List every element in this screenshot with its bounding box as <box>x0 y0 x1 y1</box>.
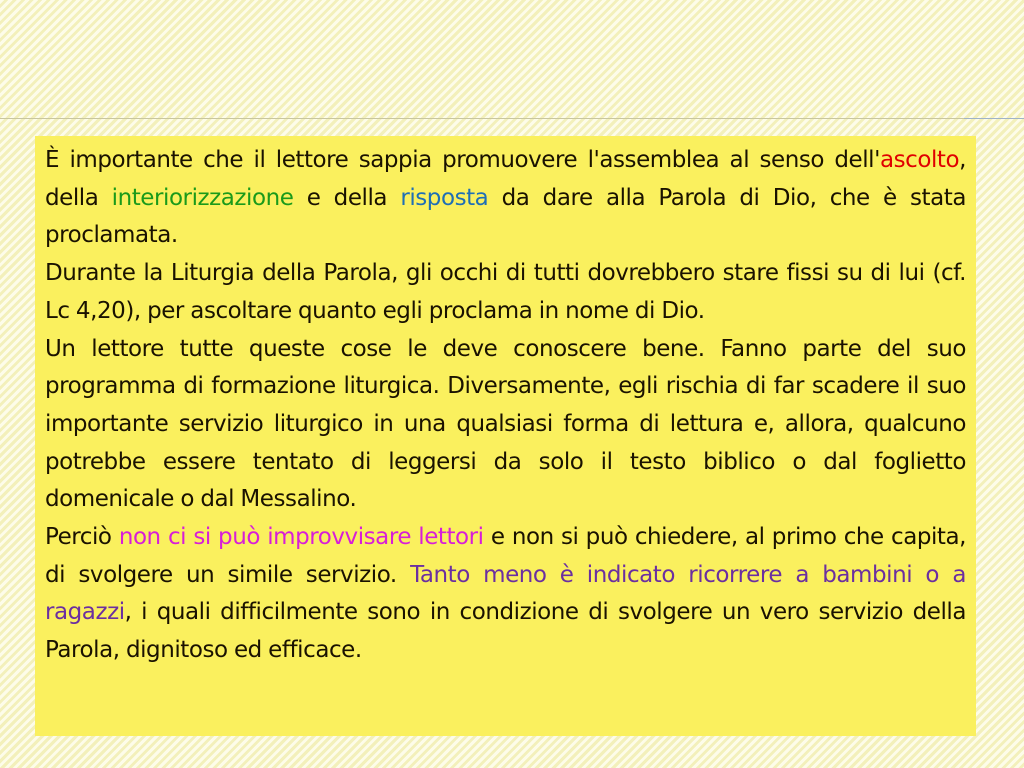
paragraph-ascolto <box>45 142 966 255</box>
p4-text-1: Perciò <box>45 524 119 551</box>
highlight-ascolto: ascolto <box>880 147 960 173</box>
p4-text-3: , i quali difficilmente sono in condizione di svolgere un vero servizio della Parola, dignitoso ed efficace. <box>45 599 966 664</box>
title-divider <box>0 118 1024 119</box>
p1-text-1: È importante che il lettore sappia promuovere l'assemblea al senso dell' <box>45 147 880 173</box>
p1-text-4: da dare alla Parola di Dio, che è stata proclamata. <box>45 184 966 249</box>
p4-text-2: e non si può chiedere, al primo che capita, di svolgere un simile servizio. <box>45 524 967 588</box>
p1-text-2: , della <box>45 147 966 211</box>
paragraph-improvvisare <box>45 519 966 670</box>
p1-text-3: e della <box>293 184 401 211</box>
highlight-tanto-meno: Tanto meno è indicato ricorrere a bambini o a ragazzi <box>45 561 966 626</box>
highlight-improvvisare: non ci si può improvvisare lettori <box>118 524 484 551</box>
highlight-interiorizzazione: interiorizzazione <box>111 184 294 211</box>
paragraph-formazione: Un lettore tutte queste cose le deve conoscere bene. Fanno parte del suo programma di formazione liturgica. Diversamente, egli rischia di far scadere il suo importante servizio liturgico in una qualsiasi forma di lettura e, allora, qualcuno potrebbe essere tentato di leggersi da solo il testo biblico o dal foglietto domenicale o dal Messalino. <box>45 335 966 513</box>
highlight-risposta: risposta <box>400 184 489 211</box>
paragraph-liturgia: Durante la Liturgia della Parola, gli occhi di tutti dovrebbero stare fissi su di lui (cf. Lc 4,20), per ascoltare quanto egli proclama in nome di Dio. <box>45 260 966 324</box>
slide-text-box <box>35 136 976 736</box>
